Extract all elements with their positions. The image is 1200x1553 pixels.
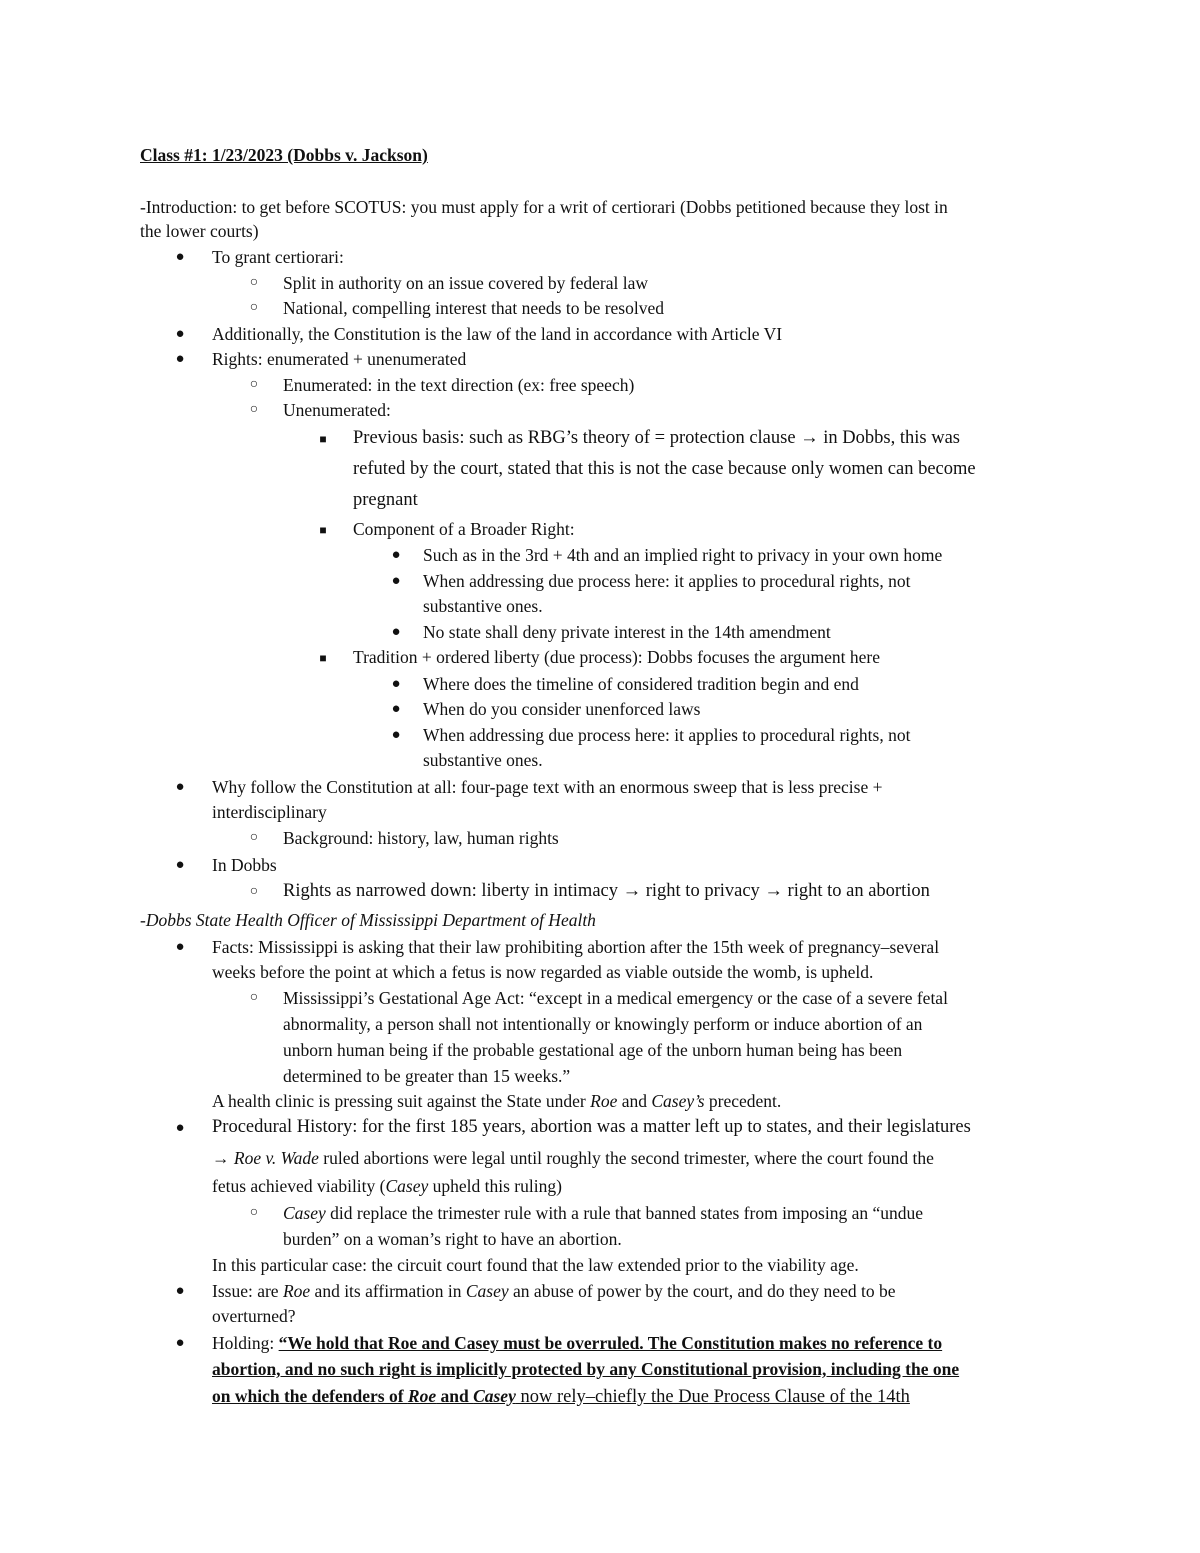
case-ref-casey: Casey xyxy=(283,1203,326,1223)
bullet-circle: ○ xyxy=(249,1205,259,1220)
intro-line-1: -Introduction: to get before SCOTUS: you must apply for a writ of certiorari (Dobbs petitioned because they lost in xyxy=(140,197,948,217)
case-ref-casey: Casey xyxy=(465,1281,509,1301)
bullet-disc: ● xyxy=(175,1120,185,1136)
case-ref-casey: Casey xyxy=(385,1176,429,1196)
proc-text: → xyxy=(212,1148,234,1168)
list-item-enumerated: Enumerated: in the text direction (ex: free speech) xyxy=(283,375,635,395)
list-item-why-follow-cont: interdisciplinary xyxy=(212,802,327,822)
list-item-previous-basis-cont: refuted by the court, stated that this is not the case because only women can become xyxy=(353,459,976,479)
list-item-narrowed: Rights as narrowed down: liberty in intimacy → right to privacy → right to an abortion xyxy=(283,881,930,901)
bullet-disc: ● xyxy=(175,939,185,955)
bullet-disc: ● xyxy=(175,857,185,873)
list-item-unenforced: When do you consider unenforced laws xyxy=(423,699,701,719)
list-item-due-process-2: When addressing due process here: it applies to procedural rights, not xyxy=(423,725,911,745)
bullet-square: ■ xyxy=(319,432,327,446)
list-item-procedural-history-cont xyxy=(212,1146,934,1170)
bullet-disc: ● xyxy=(175,351,185,367)
bullet-circle: ○ xyxy=(249,402,259,417)
case-ref-roe: Roe xyxy=(590,1091,618,1111)
holding-quote: “We hold that Roe and Casey must be overruled. The Constitution makes no reference to xyxy=(278,1333,943,1353)
case-ref-roe: Roe xyxy=(407,1386,437,1406)
list-item-casey-replace xyxy=(283,1201,923,1225)
holding-text: and xyxy=(436,1386,474,1406)
list-item-national: National, compelling interest that needs to be resolved xyxy=(283,298,665,318)
holding-label: Holding: xyxy=(212,1333,279,1353)
bullet-disc: ● xyxy=(391,547,401,563)
list-item-gestational-cont: unborn human being if the probable gestational age of the unborn human being has been xyxy=(283,1040,903,1060)
bullet-circle: ○ xyxy=(249,990,259,1005)
bullet-circle: ○ xyxy=(249,884,259,899)
list-item-previous-basis: Previous basis: such as RBG’s theory of = protection clause → in Dobbs, this was xyxy=(353,428,960,448)
casey-text: did replace the trimester rule with a rule that banned states from imposing an “undue xyxy=(325,1203,924,1223)
list-item-due-process-1: When addressing due process here: it applies to procedural rights, not xyxy=(423,571,911,591)
list-item-holding xyxy=(212,1331,942,1355)
list-item-in-dobbs: In Dobbs xyxy=(212,855,277,875)
case-ref-casey: Casey’s xyxy=(651,1091,705,1111)
intro-line-2: the lower courts) xyxy=(140,221,259,241)
case-ref-casey: Casey xyxy=(473,1386,516,1406)
case-ref-roe-v-wade: Roe v. Wade xyxy=(233,1148,319,1168)
list-item-gestational-cont: abnormality, a person shall not intentionally or knowingly perform or induce abortion of an xyxy=(283,1014,923,1034)
list-item-facts: Facts: Mississippi is asking that their law prohibiting abortion after the 15th week of pregnancy–several xyxy=(212,937,940,957)
case-heading xyxy=(140,908,596,932)
list-item-unenumerated: Unenumerated: xyxy=(283,400,391,420)
list-item-additionally: Additionally, the Constitution is the law of the land in accordance with Article VI xyxy=(212,324,783,344)
issue-text: an abuse of power by the court, and do they need to be xyxy=(508,1281,896,1301)
bullet-disc: ● xyxy=(391,701,401,717)
bullet-square: ■ xyxy=(319,651,327,665)
list-item-why-follow: Why follow the Constitution at all: four-page text with an enormous sweep that is less precise + xyxy=(212,777,883,797)
proc-text: ruled abortions were legal until roughly the second trimester, where the court found the xyxy=(318,1148,934,1168)
bullet-disc: ● xyxy=(175,779,185,795)
list-item-procedural-history: Procedural History: for the first 185 years, abortion was a matter left up to states, and their legislatures xyxy=(212,1117,971,1137)
clinic-text: A health clinic is pressing suit against the State under xyxy=(212,1091,591,1111)
proc-text: fetus achieved viability ( xyxy=(212,1176,386,1196)
list-item-grant: To grant certiorari: xyxy=(212,247,344,267)
list-item-such-as: Such as in the 3rd + 4th and an implied right to privacy in your own home xyxy=(423,545,943,565)
bullet-disc: ● xyxy=(391,573,401,589)
case-heading-text: -Dobbs State Health Officer of Mississippi Department of Health xyxy=(140,910,596,930)
clinic-paragraph xyxy=(212,1089,781,1113)
list-item-facts-cont: weeks before the point at which a fetus is now regarded as viable outside the womb, is upheld. xyxy=(212,962,874,982)
list-item-procedural-history-cont xyxy=(212,1174,562,1198)
list-item-casey-replace-cont: burden” on a woman’s right to have an abortion. xyxy=(283,1229,622,1249)
case-ref-roe: Roe xyxy=(282,1281,311,1301)
issue-text: and its affirmation in xyxy=(310,1281,466,1301)
bullet-circle: ○ xyxy=(249,377,259,392)
list-item-background: Background: history, law, human rights xyxy=(283,828,559,848)
list-item-issue-cont: overturned? xyxy=(212,1306,296,1326)
list-item-holding-cont xyxy=(212,1384,910,1409)
proc-text: upheld this ruling) xyxy=(428,1176,562,1196)
clinic-text: and xyxy=(617,1091,652,1111)
list-item-tradition: Tradition + ordered liberty (due process): Dobbs focuses the argument here xyxy=(353,647,880,667)
issue-text: Issue: are xyxy=(212,1281,283,1301)
page-title: Class #1: 1/23/2023 (Dobbs v. Jackson) xyxy=(140,145,428,165)
list-item-gestational-cont: determined to be greater than 15 weeks.” xyxy=(283,1066,571,1086)
holding-text: on which the defenders of xyxy=(212,1386,408,1406)
bullet-circle: ○ xyxy=(249,830,259,845)
bullet-disc: ● xyxy=(175,1283,185,1299)
list-item-component: Component of a Broader Right: xyxy=(353,519,575,539)
bullet-disc: ● xyxy=(175,326,185,342)
list-item-timeline: Where does the timeline of considered tradition begin and end xyxy=(423,674,859,694)
list-item-due-process-1-cont: substantive ones. xyxy=(423,596,543,616)
list-item-issue xyxy=(212,1279,895,1303)
list-item-gestational: Mississippi’s Gestational Age Act: “except in a medical emergency or the case of a severe fetal xyxy=(283,988,948,1008)
clinic-text: precedent. xyxy=(704,1091,782,1111)
list-item-rights: Rights: enumerated + unenumerated xyxy=(212,349,467,369)
list-item-previous-basis-cont: pregnant xyxy=(353,490,418,510)
bullet-disc: ● xyxy=(175,249,185,265)
bullet-disc: ● xyxy=(175,1335,185,1351)
bullet-disc: ● xyxy=(391,624,401,640)
list-item-due-process-2-cont: substantive ones. xyxy=(423,750,543,770)
bullet-disc: ● xyxy=(391,676,401,692)
list-item-split: Split in authority on an issue covered by federal law xyxy=(283,273,648,293)
holding-text: now rely–chiefly the Due Process Clause of the 14th xyxy=(515,1387,910,1407)
bullet-disc: ● xyxy=(391,727,401,743)
bullet-circle: ○ xyxy=(249,300,259,315)
bullet-circle: ○ xyxy=(249,275,259,290)
list-item-no-state: No state shall deny private interest in the 14th amendment xyxy=(423,622,831,642)
bullet-square: ■ xyxy=(319,523,327,537)
circuit-paragraph: In this particular case: the circuit court found that the law extended prior to the viability age. xyxy=(212,1255,859,1275)
list-item-holding-cont: abortion, and no such right is implicitly protected by any Constitutional provision, including the one xyxy=(212,1359,960,1379)
